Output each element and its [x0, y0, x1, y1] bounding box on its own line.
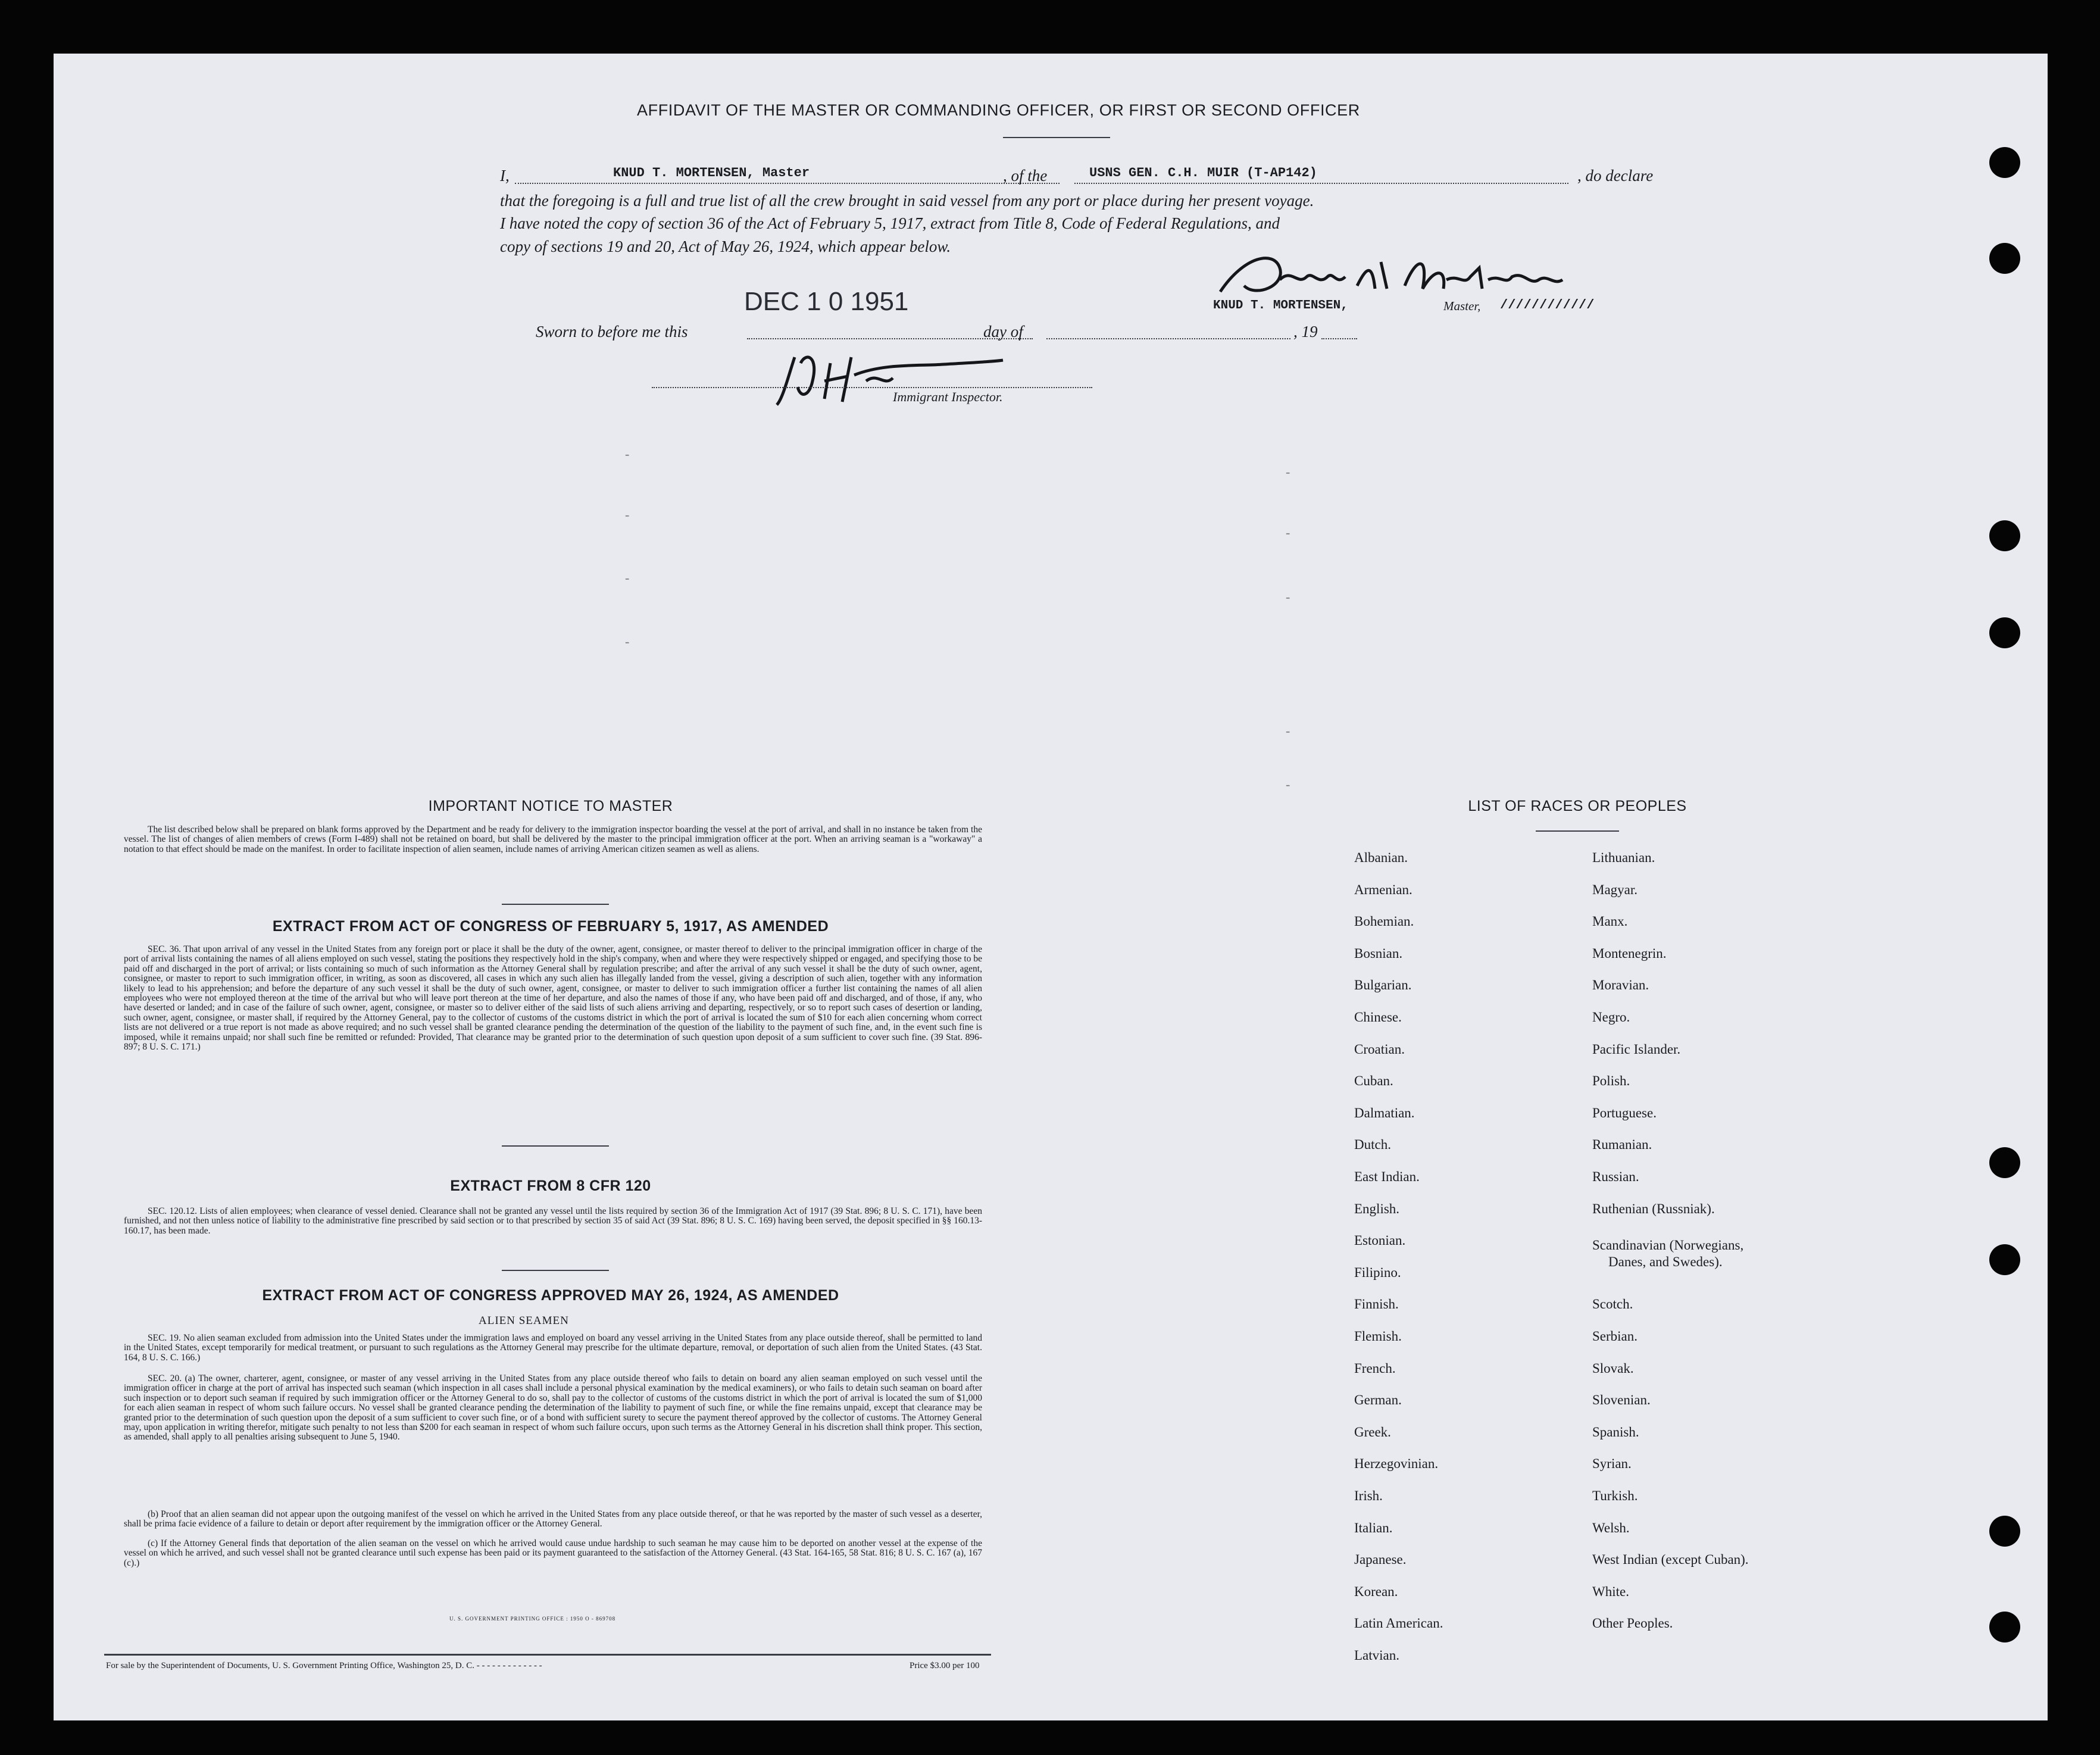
race-item: Bohemian.	[1354, 914, 1414, 929]
race-item: Japanese.	[1354, 1552, 1407, 1567]
declaration-line-2: that the foregoing is a full and true list of all the crew brought in said vessel from any port or place during her present voyage.	[500, 192, 1314, 210]
declaration-line-4: copy of sections 19 and 20, Act of May 26, 1924, which appear below.	[500, 238, 951, 255]
bleed-mark-7: -	[625, 634, 630, 649]
race-item: Turkish.	[1592, 1488, 1638, 1503]
master-signature-title: Master,	[1443, 299, 1481, 313]
binder-hole-2	[1989, 243, 2020, 274]
vessel-blank	[1074, 183, 1568, 184]
sec-20b-text: (b) Proof that an alien seaman did not appear upon the outgoing manifest of the vessel on which he arrived in the United States from any place outside thereof, or that he was reported by the master of such vessel as a deserter, shall be prima facie evidence of a failure to detain or deport after requirement by the immigration officer or the Attorney General.	[124, 1509, 982, 1529]
binder-hole-4	[1989, 617, 2020, 648]
footer-sale-text: For sale by the Superintendent of Documents, U. S. Government Printing Office, Washington 25, D. C. - - - - - - - - - - - - -	[106, 1661, 542, 1670]
race-item: Korean.	[1354, 1584, 1398, 1599]
race-item: German.	[1354, 1392, 1402, 1408]
bleed-mark-1: -	[625, 446, 630, 461]
race-item: Dutch.	[1354, 1137, 1391, 1153]
race-item: Slovak.	[1592, 1360, 1634, 1376]
binder-hole-3	[1989, 520, 2020, 551]
race-item: Irish.	[1354, 1488, 1383, 1503]
race-item: Montenegrin.	[1592, 945, 1667, 961]
bleed-mark-5: -	[625, 570, 630, 585]
binder-hole-8	[1989, 1612, 2020, 1642]
do-declare-label: , do declare	[1577, 167, 1654, 185]
race-item: Bulgarian.	[1354, 978, 1412, 993]
race-item: Croatian.	[1354, 1041, 1405, 1057]
race-item: English.	[1354, 1201, 1400, 1216]
bleed-mark-4: -	[1286, 525, 1290, 540]
extract-1917-text: SEC. 36. That upon arrival of any vessel in the United States from any foreign port or place it shall be the duty of the owner, agent, consignee, or master thereof to deliver to the principal immigration officer in charge of the port of arrival lists containing the names of all aliens employed on such vessel, stating the positions they respectively hold in the ship's company, when and where they were respectively shipped or engaged, and specifying those to be paid off and discharged in the port of arrival; or lists containing so much of such information as the Attorney General shall by regulation prescribe; and after the arrival of any such vessel it shall be the duty of such owner, agent, consignee, or master to report to such immigration officer, in writing, as soon as discovered, all cases in which any such alien has illegally landed from the vessel, giving a description of such alien, together with any information likely to lead to his apprehension; and before the departure of any such vessel it shall be the duty of such owner, agent, consignee, or master to deliver to such immigration officer a further list containing the names of all alien employees who were not employed thereon at the time of the arrival but who will leave port thereon at the time of her departure, and also the names of those if any, who have been paid off and discharged, and of those, if any, who have deserted or landed; and in case of the failure of such owner, agent, consignee, or master so to deliver either of the said lists of such aliens arriving and departing, respectively, or so to report such cases of desertion or landing, such owner, agent, consignee, or master shall, if required by the Attorney General, pay to the collector of customs of the customs district in which the port of arrival is located the sum of $10 for each alien concerning whom correct lists are not delivered or a true report is not made as above required; and no such vessel shall be granted clearance pending the determination of the question of the liability to the payment of such fine, and, in the event such fine is imposed, while it remains unpaid; nor shall such fine be remitted or refunded: Provided, That clearance may be granted prior to the determination of such question upon deposit of a sum sufficient to cover such fine. (39 Stat. 896-897; 8 U. S. C. 171.)	[124, 944, 982, 1053]
extract-1917-heading: EXTRACT FROM ACT OF CONGRESS OF FEBRUARY 5, 1917, AS AMENDED	[272, 918, 829, 935]
inspector-blank	[652, 387, 1092, 388]
notice-heading: IMPORTANT NOTICE TO MASTER	[428, 798, 673, 814]
alien-seamen-subheading: ALIEN SEAMEN	[479, 1314, 569, 1327]
race-item: Ruthenian (Russniak).	[1592, 1201, 1715, 1216]
race-item: Welsh.	[1592, 1520, 1630, 1535]
race-item: East Indian.	[1354, 1169, 1420, 1184]
printing-office-imprint: U. S. GOVERNMENT PRINTING OFFICE : 1950 O - 869708	[449, 1616, 616, 1622]
race-item: Dalmatian.	[1354, 1105, 1415, 1120]
race-item: Pacific Islander.	[1592, 1041, 1681, 1057]
race-item: Latin American.	[1354, 1616, 1443, 1631]
day-of-label: day of	[983, 323, 1023, 341]
race-item: Italian.	[1354, 1520, 1393, 1535]
race-item: Estonian.	[1354, 1233, 1406, 1248]
footer-price: Price $3.00 per 100	[910, 1661, 980, 1670]
master-signature-name: KNUD T. MORTENSEN,	[1213, 299, 1348, 313]
race-item: Rumanian.	[1592, 1137, 1652, 1153]
binder-hole-5	[1989, 1147, 2020, 1178]
race-item: Manx.	[1592, 914, 1628, 929]
bleed-mark-6: -	[1286, 589, 1290, 604]
declaration-prefix: I,	[500, 167, 510, 185]
title-underline	[1003, 137, 1110, 138]
races-heading: LIST OF RACES OR PEOPLES	[1468, 798, 1687, 814]
bleed-mark-8: -	[1286, 723, 1290, 738]
race-item: Finnish.	[1354, 1297, 1399, 1312]
bleed-mark-3: -	[625, 507, 630, 522]
race-item: Portuguese.	[1592, 1105, 1657, 1120]
race-item: Slovenian.	[1592, 1392, 1651, 1408]
race-item: Filipino.	[1354, 1264, 1401, 1280]
bleed-mark-2: -	[1286, 464, 1290, 479]
vessel-name: USNS GEN. C.H. MUIR (T-AP142)	[1089, 165, 1317, 180]
race-item: Scandinavian (Norwegians,	[1592, 1238, 1744, 1253]
binder-hole-6	[1989, 1244, 2020, 1275]
race-item: Polish.	[1592, 1073, 1630, 1089]
race-item: Other Peoples.	[1592, 1616, 1673, 1631]
race-item: Latvian.	[1354, 1648, 1399, 1663]
declaration-line-3: I have noted the copy of section 36 of the Act of February 5, 1917, extract from Title 8, Code of Federal Regulations, and	[500, 214, 1280, 232]
race-item: Herzegovinian.	[1354, 1456, 1439, 1472]
race-item: Negro.	[1592, 1010, 1630, 1025]
struck-out-text: ////////////	[1500, 298, 1595, 313]
race-item: Russian.	[1592, 1169, 1639, 1184]
race-item: Flemish.	[1354, 1329, 1402, 1344]
cfr-text: SEC. 120.12. Lists of alien employees; when clearance of vessel denied. Clearance shall not be granted any vessel until the lists required by section 36 of the Immigration Act of 1917 (39 Stat. 896; 8 U. S. C. 171), have been furnished, and not then unless notice of liability to the administrative fine prescribed by said section or to that prescribed by section 35 of said Act (39 Stat. 896; 8 U. S. C. 169) having been served, the deposit specified in §§ 160.13-160.17, has been made.	[124, 1206, 982, 1236]
binder-hole-7	[1989, 1516, 2020, 1547]
extract-1917-rule	[502, 1145, 609, 1147]
sworn-label: Sworn to before me this	[536, 323, 688, 341]
race-item: Spanish.	[1592, 1424, 1639, 1439]
document-page	[54, 54, 2048, 1720]
year-prefix: , 19	[1293, 323, 1318, 341]
races-rule	[1536, 830, 1619, 832]
race-item: Cuban.	[1354, 1073, 1393, 1089]
month-blank	[1046, 338, 1290, 339]
binder-hole-1	[1989, 147, 2020, 178]
race-item: Greek.	[1354, 1424, 1391, 1439]
bleed-mark-9: -	[1286, 777, 1290, 792]
race-item: Armenian.	[1354, 882, 1412, 897]
sec-20c-text: (c) If the Attorney General finds that deportation of the alien seaman on the vessel on which he arrived would cause undue hardship to such seaman he may cause him to be deported on another vessel at the expense of the vessel on which he arrived, and such vessel shall not be granted clearance until such expense has been paid or its payment guaranteed to the satisfaction of the Attorney General. (43 Stat. 164-165, 58 Stat. 816; 8 U. S. C. 167 (a), 167 (c).)	[124, 1538, 982, 1568]
race-item: Magyar.	[1592, 882, 1638, 897]
of-the-label: , of the	[1003, 167, 1048, 185]
race-item: West Indian (except Cuban).	[1592, 1552, 1749, 1567]
race-item: Scotch.	[1592, 1297, 1633, 1312]
race-item: Albanian.	[1354, 850, 1408, 865]
master-name: KNUD T. MORTENSEN, Master	[613, 165, 810, 180]
name-blank	[515, 183, 1060, 184]
race-item: Bosnian.	[1354, 945, 1403, 961]
race-item: Lithuanian.	[1592, 850, 1655, 865]
sec-19-text: SEC. 19. No alien seaman excluded from admission into the United States under the immigration laws and employed on board any vessel arriving in the United States from any place outside thereof, shall be permitted to land in the United States, except temporarily for medical treatment, or pursuant to such regulations as the Attorney General may prescribe for the ultimate departure, removal, or deportation of such alien from the United States. (43 Stat. 164, 8 U. S. C. 166.)	[124, 1333, 982, 1363]
race-item: Serbian.	[1592, 1329, 1638, 1344]
race-item: Danes, and Swedes).	[1608, 1254, 1723, 1270]
sec-20a-text: SEC. 20. (a) The owner, charterer, agent, consignee, or master of any vessel arriving in the United States from any place outside thereof who fails to detain on board any alien seaman employed on such vessel until the immigration officer in charge at the port of arrival has inspected such seaman (which inspection in all cases shall include a personal physical examination by the medical examiners), or who fails to detain such seaman on board after such inspection or to deport such seaman if required by such immigration officer or the Attorney General to do so, shall pay to the collector of customs of the customs district in which the port of arrival is located the sum of $1,000 for each alien seaman in respect of whom such failure occurs. No vessel shall be granted clearance pending the determination of the liability to payment of such fine, or while the fine remains unpaid, except that clearance may be granted prior to the determination of such question upon the deposit of a sum sufficient to cover such fine, or of a bond with sufficient surety to secure the payment thereof approved by the collector of customs. The Attorney General may, upon application in writing therefor, mitigate such penalty to not less than $200 for each seaman in respect of whom such failure occurs, upon such terms as the Attorney General in his discretion shall think proper. This section, as amended, shall apply to all penalties arising subsequent to June 5, 1940.	[124, 1373, 982, 1442]
footer-rule	[104, 1654, 991, 1656]
cfr-heading: EXTRACT FROM 8 CFR 120	[450, 1178, 651, 1194]
cfr-rule	[502, 1270, 609, 1271]
race-item: Moravian.	[1592, 978, 1649, 993]
race-item: French.	[1354, 1360, 1396, 1376]
year-blank	[1321, 338, 1357, 339]
race-item: White.	[1592, 1584, 1629, 1599]
notice-rule	[502, 904, 609, 905]
date-stamp: DEC 1 0 1951	[744, 287, 909, 316]
inspector-label: Immigrant Inspector.	[893, 389, 1003, 404]
affidavit-title: AFFIDAVIT OF THE MASTER OR COMMANDING OFFICER, OR FIRST OR SECOND OFFICER	[637, 101, 1360, 119]
notice-text: The list described below shall be prepared on blank forms approved by the Department and be ready for delivery to the immigration inspector boarding the vessel at the port of arrival, and shall in no instance be taken from the vessel. The list of changes of alien members of crews (Form I-489) shall not be retained on board, but shall be delivered by the master to the principal immigration officer at the port. When an arriving seaman is a "workaway" a notation to that effect should be made on the manifest. In order to facilitate inspection of alien seamen, include names of arriving American citizen seamen as well as aliens.	[124, 825, 982, 854]
extract-1924-heading: EXTRACT FROM ACT OF CONGRESS APPROVED MAY 26, 1924, AS AMENDED	[262, 1287, 839, 1304]
race-item: Chinese.	[1354, 1010, 1402, 1025]
race-item: Syrian.	[1592, 1456, 1632, 1472]
